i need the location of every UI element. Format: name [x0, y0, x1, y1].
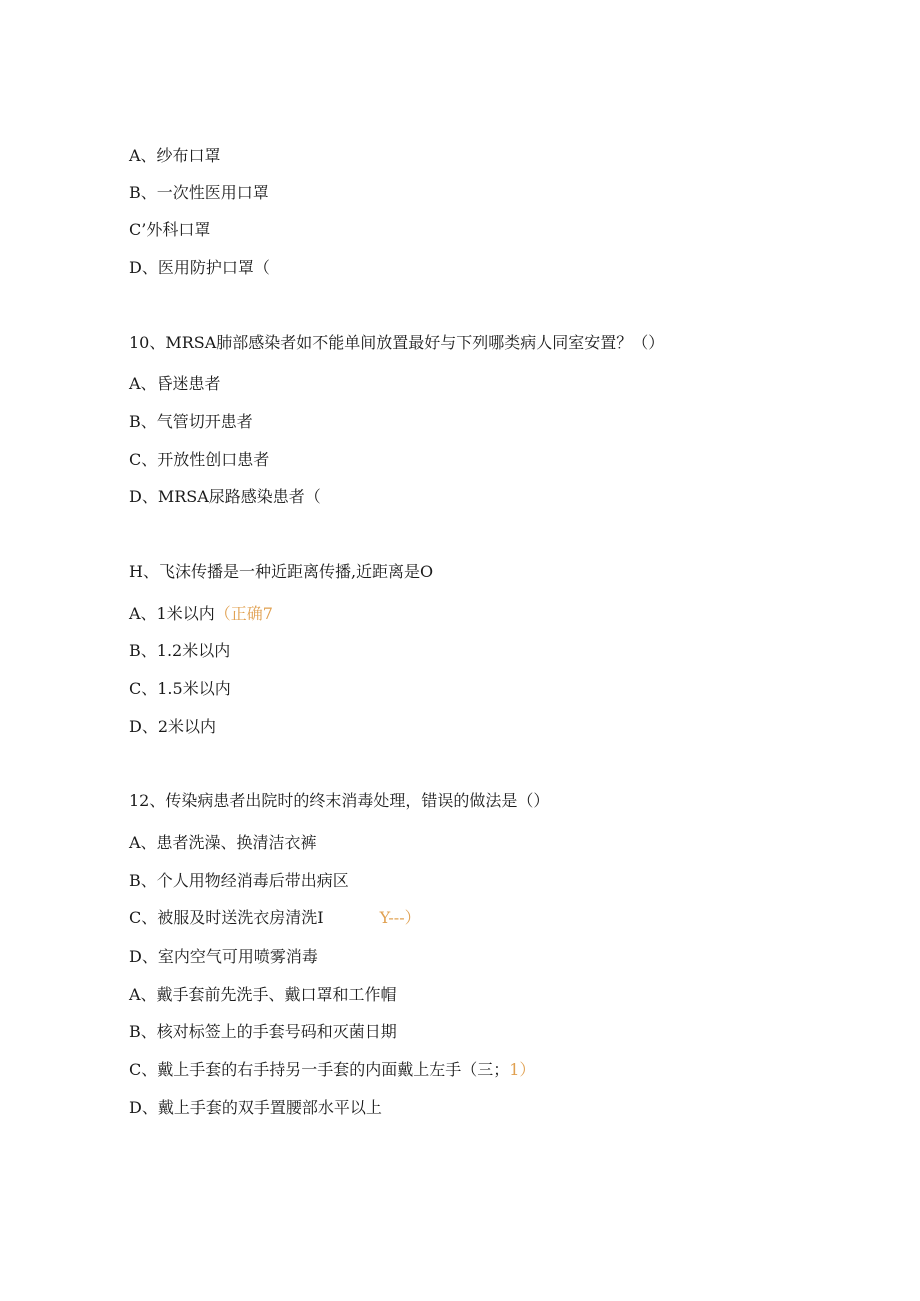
- q13-option-b: B、核对标签上的手套号码和灭菌日期: [129, 1022, 397, 1041]
- q12-option-c-text: C、被服及时送洗衣房清洗I: [129, 908, 324, 927]
- q10-option-b: B、气管切开患者: [129, 412, 253, 431]
- q10-option-a: A、昏迷患者: [129, 374, 221, 393]
- q10-option-c: C、开放性创口患者: [129, 450, 270, 469]
- q9-option-a: A、纱布口罩: [129, 146, 221, 165]
- q11-stem: H、飞沫传播是一种近距离传播,近距离是O: [129, 562, 434, 581]
- q12-stem: 12、传染病患者出院时的终末消毒处理，错误的做法是（）: [129, 791, 550, 810]
- q13-answer-mark: 1）: [509, 1060, 536, 1079]
- q12-option-d: D、室内空气可用喷雾消毒: [129, 947, 318, 966]
- q13-option-a: A、戴手套前先洗手、戴口罩和工作帽: [129, 985, 397, 1004]
- q11-option-b: B、1.2米以内: [129, 641, 231, 660]
- q10-option-d: D、MRSA尿路感染患者（: [129, 487, 321, 506]
- q13-option-d: D、戴上手套的双手置腰部水平以上: [129, 1098, 382, 1117]
- q12-option-b: B、个人用物经消毒后带出病区: [129, 871, 349, 890]
- q11-answer-mark: （正确7: [214, 604, 273, 623]
- q12-answer-mark: Y---）: [379, 908, 421, 927]
- q11-option-a-text: A、1米以内: [129, 604, 215, 623]
- q9-option-d: D、医用防护口罩（: [129, 258, 270, 277]
- q9-option-b: B、一次性医用口罩: [129, 183, 269, 202]
- q11-option-c: C、1.5米以内: [129, 679, 231, 698]
- q11-option-d: D、2米以内: [129, 717, 217, 736]
- q9-option-c: C’外科口罩: [129, 220, 211, 239]
- q13-option-c-text: C、戴上手套的右手持另一手套的内面戴上左手（三；: [129, 1060, 510, 1079]
- q11-option-a: [129, 603, 273, 625]
- q12-option-a: A、患者洗澡、换清洁衣裤: [129, 833, 317, 852]
- q13-option-c: [129, 1059, 535, 1081]
- q12-option-c: [129, 907, 421, 929]
- q10-stem: 10、MRSA肺部感染者如不能单间放置最好与下列哪类病人同室安置？（）: [129, 333, 665, 352]
